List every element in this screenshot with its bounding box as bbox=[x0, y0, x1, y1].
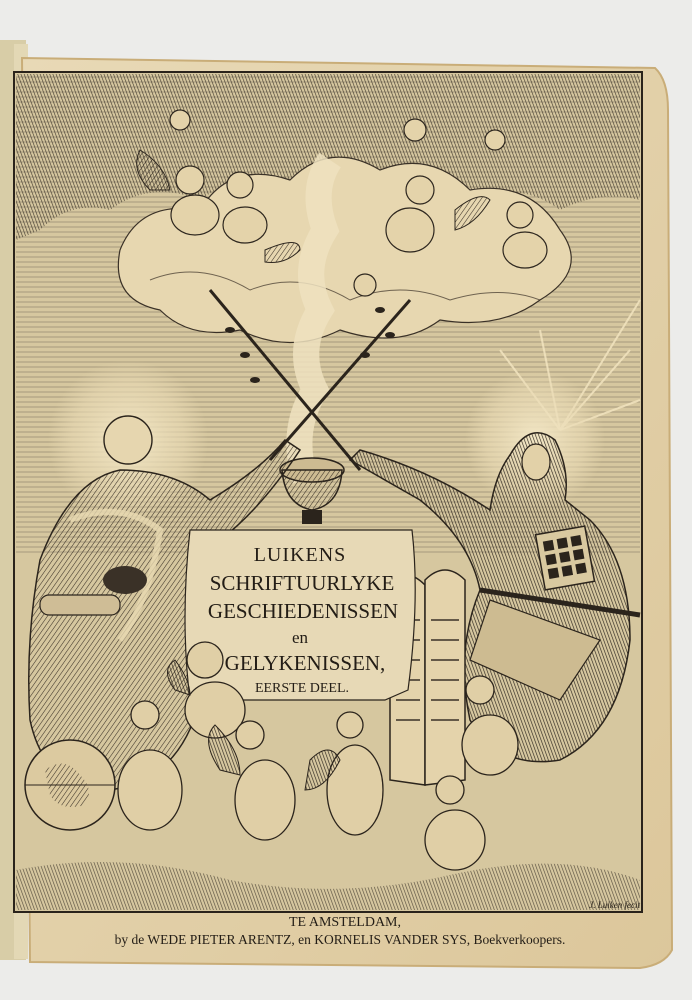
imprint-publishers: by de WEDE PIETER ARENTZ, en KORNELIS VANDER SYS, Boekverkoopers. bbox=[114, 932, 566, 947]
title-line-1: LUIKENS bbox=[253, 544, 347, 566]
title-line-3: GESCHIEDENISSEN bbox=[207, 599, 399, 623]
engraver-signature: J. Luiken fecit bbox=[589, 900, 640, 910]
imprint-place: TE AMSTELDAM, bbox=[289, 915, 401, 930]
title-line-5: GELYKENISSEN, bbox=[224, 651, 386, 675]
title-line-4: en bbox=[291, 628, 309, 647]
title-line-6: EERSTE DEEL. bbox=[254, 681, 350, 696]
title-line-2: SCHRIFTUURLYKE bbox=[209, 571, 395, 595]
globe bbox=[25, 740, 115, 830]
engraving bbox=[14, 72, 642, 912]
